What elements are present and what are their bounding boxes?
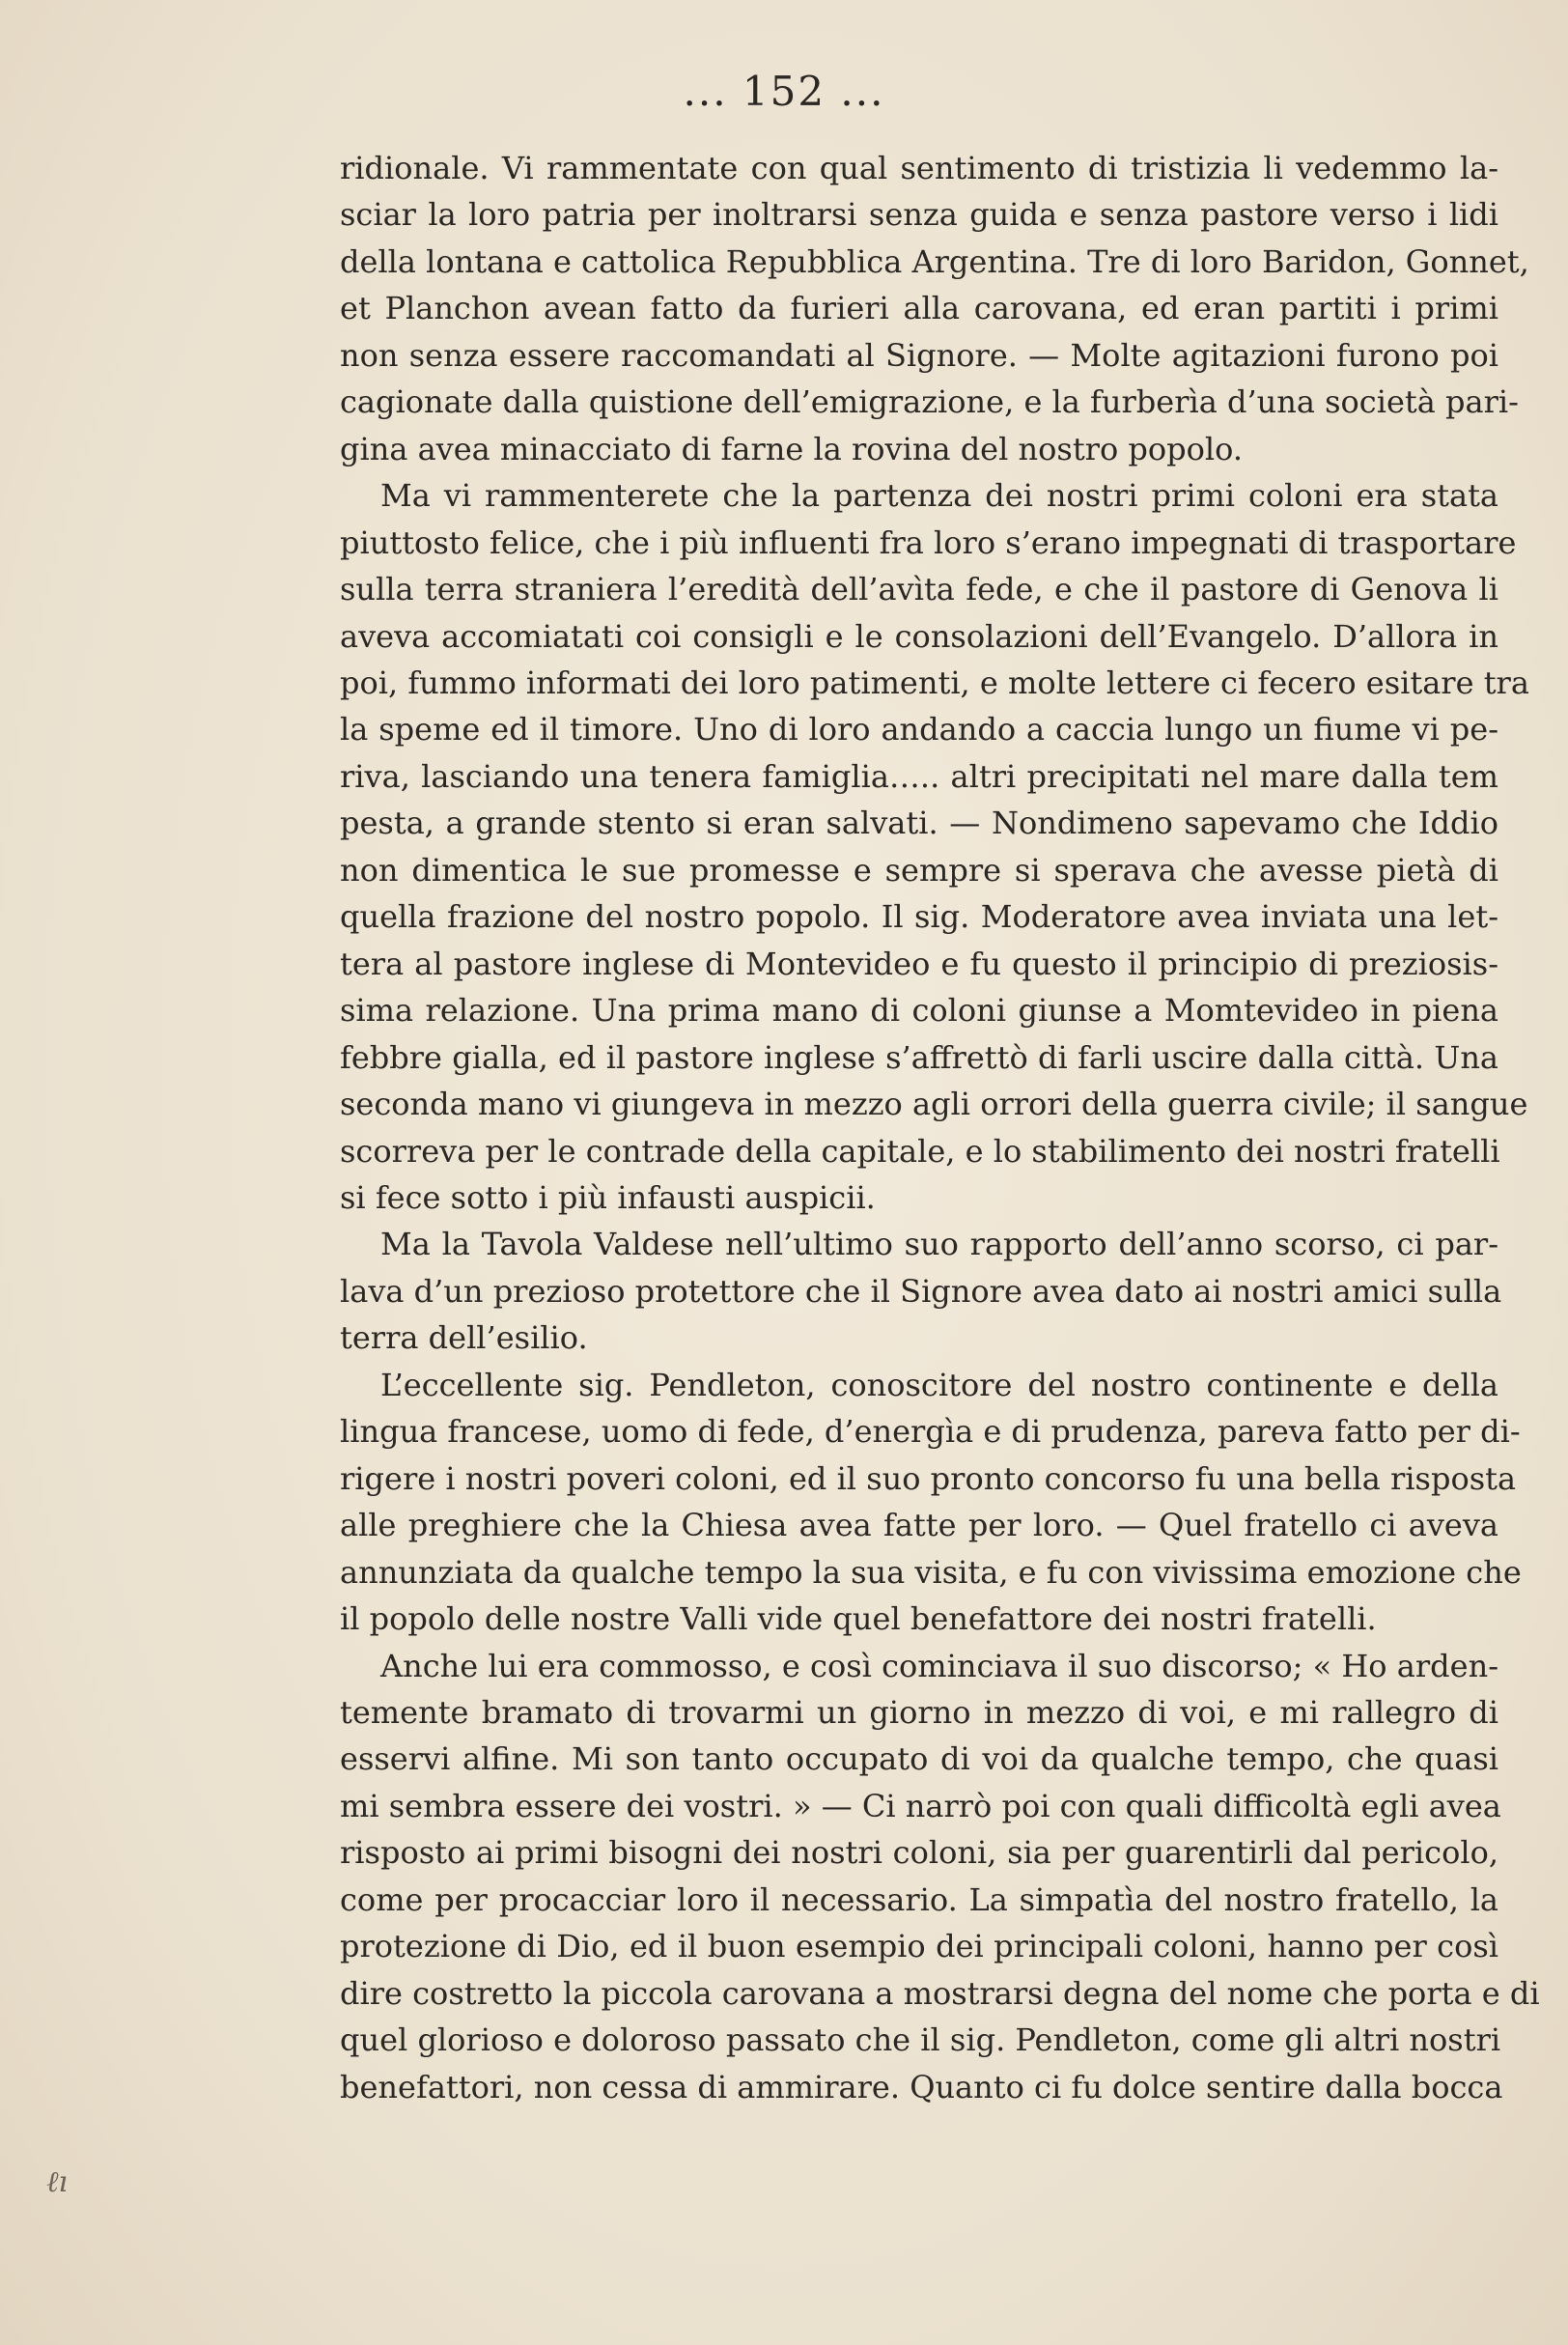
text-line: seconda mano vi giungeva in mezzo agli orrori della guerra civile; il sangue bbox=[340, 1086, 1528, 1123]
text-line: aveva accomiatati coi consigli e le consolazioni dell’Evangelo. D’allora in bbox=[340, 617, 1498, 655]
text-line: quel glorioso e doloroso passato che il sig. Pendleton, come gli altri nostri bbox=[340, 2021, 1501, 2059]
text-line: febbre gialla, ed il pastore inglese s’affrettò di farli uscire dalla città. Una bbox=[340, 1038, 1498, 1076]
text-line: il popolo delle nostre Valli vide quel benefattore dei nostri fratelli. bbox=[340, 1600, 1377, 1638]
text-line: sima relazione. Una prima mano di coloni giunse a Momtevideo in piena bbox=[340, 992, 1498, 1030]
text-line: protezione di Dio, ed il buon esempio dei principali coloni, hanno per così bbox=[340, 1928, 1498, 1965]
text-line: si fece sotto i più infausti auspicii. bbox=[340, 1178, 876, 1216]
text-line: non dimentica le sue promesse e sempre si sperava che avesse pietà di bbox=[340, 851, 1498, 889]
text-line: della lontana e cattolica Repubblica Argentina. Tre di loro Baridon, Gonnet, bbox=[340, 242, 1529, 280]
text-line: esservi alfine. Mi son tanto occupato di voi da qualche tempo, che quasi bbox=[340, 1740, 1498, 1778]
paragraph bbox=[340, 472, 1529, 1221]
text-line: Ma la Tavola Valdese nell’ultimo suo rapporto dell’anno scorso, ci par- bbox=[380, 1226, 1498, 1263]
text-line: sciar la loro patria per inoltrarsi senza guida e senza pastore verso i lidi bbox=[340, 196, 1498, 234]
text-line: lava d’un prezioso protettore che il Signore avea dato ai nostri amici sulla bbox=[340, 1272, 1502, 1310]
margin-mark: ℓı bbox=[46, 2165, 69, 2199]
text-line: piuttosto felice, che i più influenti fra loro s’erano impegnati di trasportare bbox=[340, 523, 1517, 561]
text-line: cagionate dalla quistione dell’emigrazione, e la furberìa d’una società pari- bbox=[340, 383, 1519, 421]
text-line: benefattori, non cessa di ammirare. Quanto ci fu dolce sentire dalla bocca bbox=[340, 2068, 1503, 2105]
paragraph bbox=[340, 145, 1529, 472]
paragraph bbox=[340, 1643, 1540, 2111]
text-line: alle preghiere che la Chiesa avea fatte per loro. — Quel fratello ci aveva bbox=[340, 1507, 1498, 1544]
text-line: Ma vi rammenterete che la partenza dei nostri primi coloni era stata bbox=[380, 477, 1498, 515]
text-line: scorreva per le contrade della capitale, e lo stabilimento dei nostri fratelli bbox=[340, 1132, 1500, 1170]
text-line: non senza essere raccomandati al Signore. — Molte agitazioni furono poi bbox=[340, 336, 1498, 374]
text-line: dire costretto la piccola carovana a mostrarsi degna del nome che porta e di bbox=[340, 1974, 1540, 2012]
page-number: ... 152 ... bbox=[683, 68, 885, 115]
text-line: terra dell’esilio. bbox=[340, 1319, 588, 1357]
text-line: risposto ai primi bisogni dei nostri coloni, sia per guarentirli dal pericolo, bbox=[340, 1834, 1498, 1872]
text-line: quella frazione del nostro popolo. Il sig. Moderatore avea inviata una let- bbox=[340, 898, 1498, 936]
paragraph bbox=[340, 1221, 1502, 1361]
body-text bbox=[340, 145, 1540, 2110]
text-line: lingua francese, uomo di fede, d’energìa e di prudenza, pareva fatto per di- bbox=[340, 1413, 1521, 1451]
text-line: tera al pastore inglese di Montevideo e fu questo il principio di preziosis- bbox=[340, 945, 1498, 982]
text-line: rigere i nostri poveri coloni, ed il suo pronto concorso fu una bella risposta bbox=[340, 1459, 1517, 1497]
text-line: annunziata da qualche tempo la sua visita, e fu con vivissima emozione che bbox=[340, 1553, 1522, 1591]
text-line: mi sembra essere dei vostri. » — Ci narrò poi con quali difficoltà egli avea bbox=[340, 1787, 1501, 1824]
paragraph bbox=[340, 1362, 1522, 1643]
text-line: riva, lasciando una tenera famiglia….. altri precipitati nel mare dalla tem bbox=[340, 757, 1498, 795]
text-line: pesta, a grande stento si eran salvati. — Nondimeno sapevamo che Iddio bbox=[340, 805, 1498, 842]
text-line: sulla terra straniera l’eredità dell’avìta fede, e che il pastore di Genova li bbox=[340, 571, 1498, 608]
text-line: poi, fummo informati dei loro patimenti, e molte lettere ci fecero esitare tra bbox=[340, 664, 1529, 701]
text-line: Anche lui era commosso, e così cominciava il suo discorso; « Ho arden- bbox=[380, 1647, 1498, 1684]
text-line: temente bramato di trovarmi un giorno in mezzo di voi, e mi rallegro di bbox=[340, 1693, 1498, 1731]
text-line: la speme ed il timore. Uno di loro andando a caccia lungo un fiume vi pe- bbox=[340, 711, 1498, 749]
text-line: come per procacciar loro il necessario. La simpatìa del nostro fratello, la bbox=[340, 1880, 1498, 1918]
text-line: ridionale. Vi rammentate con qual sentimento di tristizia li vedemmo la- bbox=[340, 150, 1498, 186]
text-line: L’eccellente sig. Pendleton, conoscitore del nostro continente e della bbox=[380, 1366, 1498, 1403]
text-line: gina avea minacciato di farne la rovina del nostro popolo. bbox=[340, 430, 1244, 467]
text-line: et Planchon avean fatto da furieri alla carovana, ed eran partiti i primi bbox=[340, 290, 1498, 327]
